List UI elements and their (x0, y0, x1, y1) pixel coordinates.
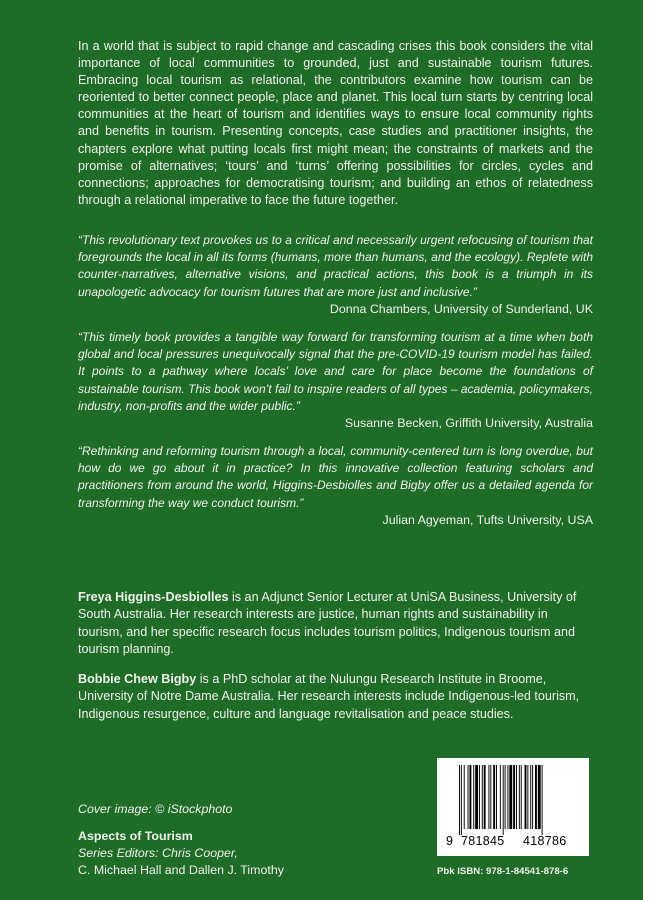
barcode-bar (535, 765, 537, 829)
barcode (437, 758, 589, 856)
barcode-bar (468, 765, 469, 829)
barcode-bar (475, 765, 478, 829)
barcode-bar (525, 765, 527, 829)
barcode-bar (469, 765, 471, 829)
barcode-bar (509, 765, 512, 829)
barcode-bar (519, 765, 520, 829)
book-blurb: In a world that is subject to rapid change and cascading crises this book considers the vital importance of local communities to grounded, just and sustainable tourism futures. Embracing local tourism as relational, the contributors examine how tourism can be reoriented to better connect people, place and planet. This local turn starts by centring local communities at the heart of tourism and identifies ways to ensure local community rights and benefits in tourism. Presenting concepts, case studies and practitioner insights, the chapters explore what putting locals first might mean; the constraints of markets and the promise of alternatives; ‘tours’ and ‘turns’ offering possibilities for circles, cycles and connections; approaches for democratising tourism; and building an ethos of relatedness through a relational imperative to face the future together. (78, 39, 593, 207)
barcode-bar (527, 765, 528, 829)
endorsement-text: “Rethinking and reforming tourism through a local, community-centered turn is long overdue, but how do we go about it in practice? In this innovative collection featuring scholars and practitioners from around the world, Higgins-Desbiolles and Bigby offer us a detailed agenda for transforming the way we conduct tourism.” (78, 444, 593, 510)
barcode-bar (461, 765, 462, 835)
barcode-bar (521, 765, 522, 829)
barcode-bar (542, 765, 543, 835)
barcode-group-1: 781845 (461, 834, 505, 848)
endorsement-text: “This timely book provides a tangible way forward for transforming tourism at a time when both global and local pressures unequivocally signal that the pre-COVID-19 tourism model has failed. It points to a pathway where locals’ love and care for place become the foundations of sustainable tourism. This book won’t fail to inspire readers of all types – academia, policymakers, industry, non-profits and the wider public.” (78, 330, 593, 413)
barcode-bar (484, 765, 486, 829)
barcode-bars (459, 765, 569, 835)
barcode-bar (530, 765, 531, 829)
barcode-bar (482, 765, 483, 829)
barcode-bar (490, 765, 491, 829)
barcode-first-digit: 9 (446, 834, 454, 848)
series-info (78, 828, 284, 879)
endorsement-attribution: Julian Agyeman, Tufts University, USA (382, 512, 593, 527)
editor-name: Bobbie Chew Bigby (78, 672, 197, 686)
endorsement-1 (78, 232, 593, 318)
barcode-bar (538, 765, 541, 829)
endorsement-attribution: Susanne Becken, Griffith University, Australia (344, 416, 593, 431)
series-title: Aspects of Tourism (78, 829, 193, 843)
barcode-bar (507, 765, 508, 829)
isbn-label: Pbk ISBN: 978-1-84541-878-6 (437, 866, 569, 877)
editor-bio-2 (78, 671, 593, 723)
barcode-bar (503, 765, 504, 835)
barcode-bar (488, 765, 489, 829)
barcode-group-2: 418786 (523, 834, 567, 848)
series-editors-line2: C. Michael Hall and Dallen J. Timothy (78, 863, 284, 877)
editor-bio-text: is a PhD scholar at the Nulungu Research Institute in Broome, University of Notre Dame Australia. Her research interests include Indigenous-led tourism, Indigenous resurgence, culture and language revitalisation and peace studies. (78, 672, 580, 721)
endorsement-3 (78, 443, 593, 529)
endorsement-text: “This revolutionary text provokes us to a critical and necessarily urgent refocusing of tourism that foregrounds the local in all its forms (humans, more than humans, and the ecology). Replete with counter-narratives, alternative visions, and practical actions, this book is a triumph in its unapologetic advocacy for tourism futures that are more just and inclusive.” (78, 233, 593, 299)
endorsement-2 (78, 329, 593, 432)
barcode-bar (532, 765, 533, 829)
barcode-bar (496, 765, 497, 829)
editor-bio-text: is an Adjunct Senior Lecturer at UniSA Business, University of South Australia. Her research interests are justice, human rights and sustainability in tourism, and her specific research focus includes tourism politics, Indigenous tourism and tourism planning. (78, 590, 577, 656)
barcode-bar (459, 765, 460, 835)
barcode-bar (493, 765, 495, 829)
editor-bio-1 (78, 589, 593, 658)
endorsement-attribution: Donna Chambers, University of Sunderland, UK (329, 301, 593, 316)
barcode-bar (513, 765, 515, 829)
barcode-bar (473, 765, 474, 829)
cover-image-credit: Cover image: © iStockphoto (78, 802, 233, 816)
series-editors-line1: Series Editors: Chris Cooper, (78, 846, 238, 860)
barcode-bar (516, 765, 517, 829)
editor-name: Freya Higgins-Desbiolles (78, 590, 229, 604)
barcode-bar (464, 765, 465, 829)
barcode-bar (479, 765, 480, 829)
barcode-bar (505, 765, 506, 829)
barcode-bar (500, 765, 501, 829)
